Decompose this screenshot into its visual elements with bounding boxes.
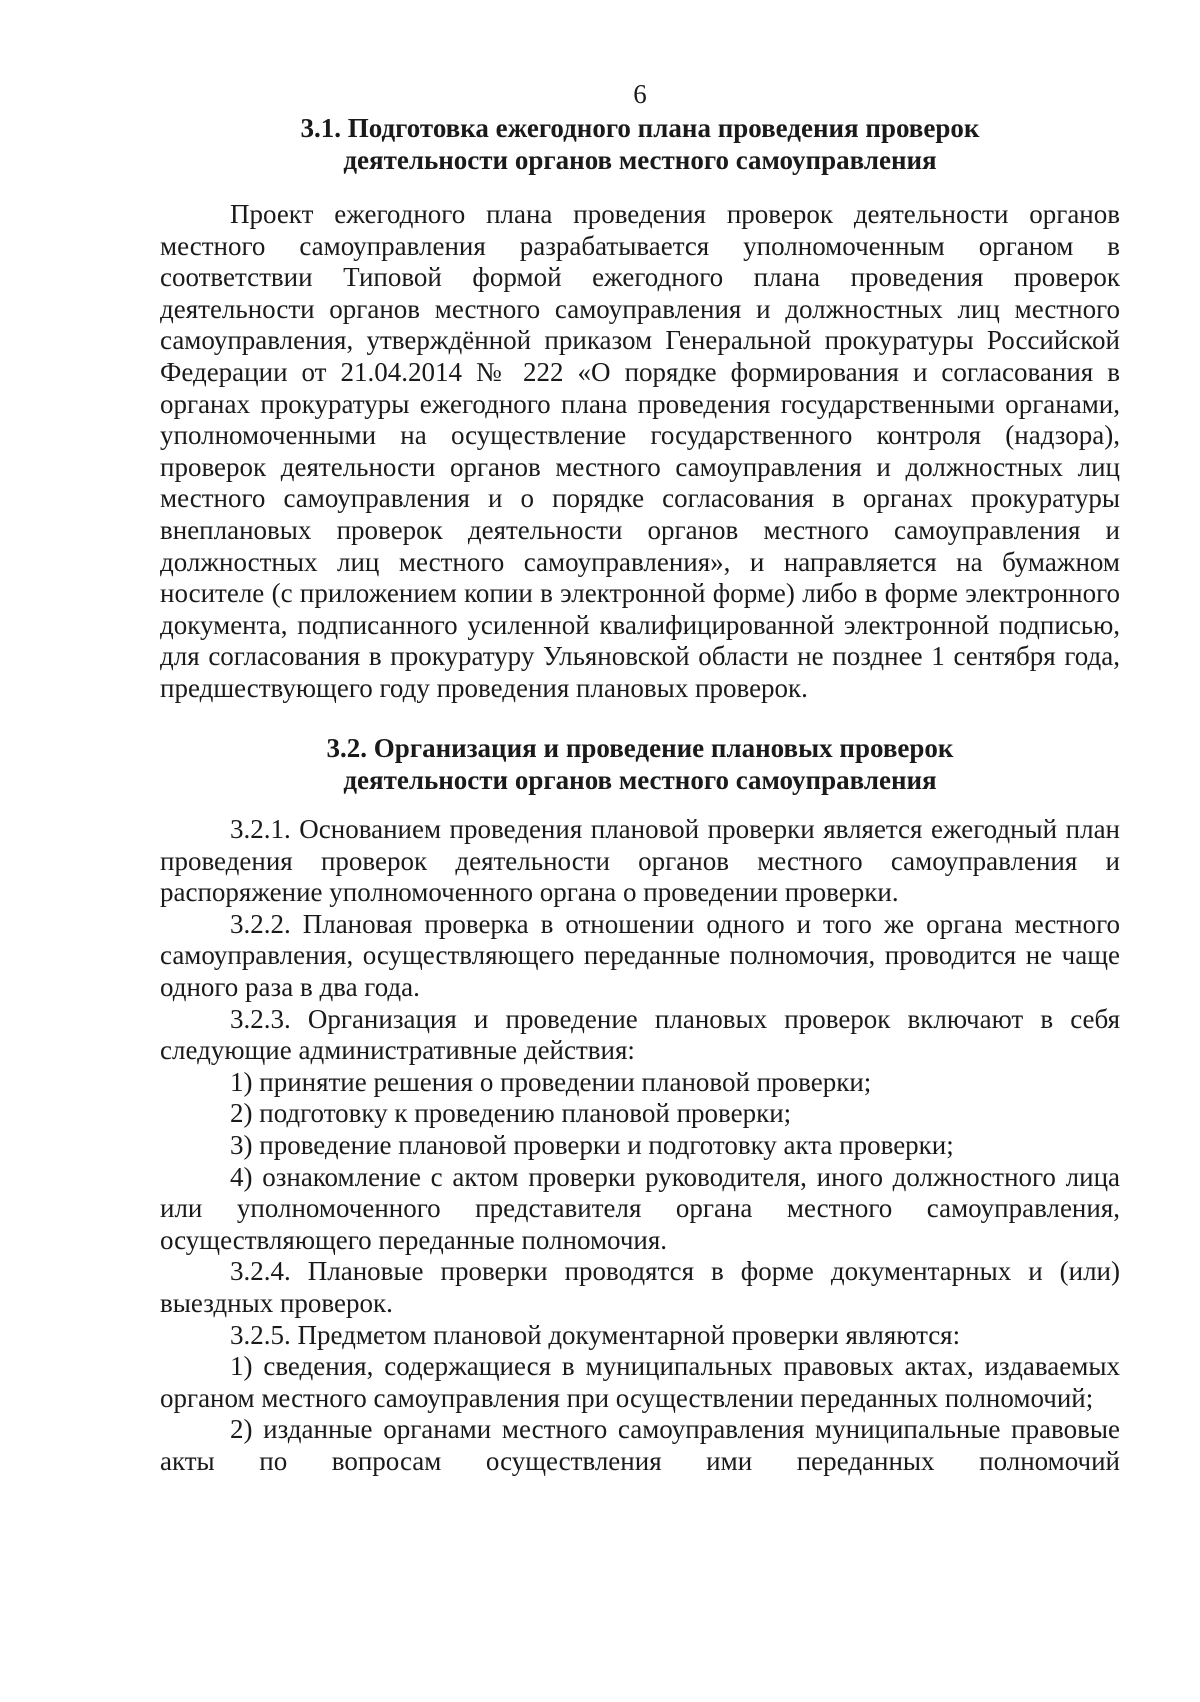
paragraph-3-2-1: 3.2.1. Основанием проведения плановой проверки является ежегодный план проведения проверок деятельности органов местного самоуправления и распоряжение уполномоченного органа о проведении проверки. xyxy=(160,814,1120,908)
list-item-3-2-3-3: 3) проведение плановой проверки и подготовку акта проверки; xyxy=(230,1129,954,1160)
list-item-3-2-3-2: 2) подготовку к проведению плановой проверки; xyxy=(230,1098,792,1129)
section-3-2-heading xyxy=(160,732,1120,796)
section-3-2-title-line2: деятельности органов местного самоуправления xyxy=(343,765,937,795)
section-3-1-title-line2: деятельности органов местного самоуправления xyxy=(343,145,937,175)
list-item-3-2-3-4: 4) ознакомление с актом проверки руководителя, иного должностного лица или уполномоченного представителя органа местного самоуправления, осуществляющего переданные полномочия. xyxy=(160,1161,1120,1255)
list-item-3-2-5-2: 2) изданные органами местного самоуправления муниципальные правовые акты по вопросам осуществления ими переданных полномочий xyxy=(160,1414,1120,1476)
paragraph-3-2-5: 3.2.5. Предметом плановой документарной проверки являются: xyxy=(230,1319,961,1350)
paragraph-3-2-4: 3.2.4. Плановые проверки проводятся в форме документарных и (или) выездных проверок. xyxy=(160,1256,1120,1318)
section-3-1-body xyxy=(160,199,1120,705)
section-3-2-body xyxy=(160,814,1120,1477)
list-item-3-2-5-1: 1) сведения, содержащиеся в муниципальных правовых актах, издаваемых органом местного самоуправления при осуществлении переданных полномочий; xyxy=(160,1351,1120,1413)
section-3-2-title-line1: 3.2. Организация и проведение плановых проверок xyxy=(326,733,954,763)
section-3-1-title-line1: 3.1. Подготовка ежегодного плана проведения проверок xyxy=(300,113,980,143)
section-3-1-paragraph: Проект ежегодного плана проведения проверок деятельности органов местного самоуправления разрабатывается уполномоченным органом в соответствии Типовой формой ежегодного плана проведения проверок деятельности органов местного самоуправления и должностных лиц местного самоуправления, утверждённой приказом Генеральной прокуратуры Российской Федерации от 21.04.2014 № 222 «О порядке формирования и согласования в органах прокуратуры ежегодного плана проведения государственными органами, уполномоченными на осуществление государственного контроля (надзора), проверок деятельности органов местного самоуправления и должностных лиц местного самоуправления и о порядке согласования в органах прокуратуры внеплановых проверок деятельности органов местного самоуправления и должностных лиц местного самоуправления», и направляется на бумажном носителе (с приложением копии в электронной форме) либо в форме электронного документа, подписанного усиленной квалифицированной электронной подписью, для согласования в прокуратуру Ульяновской области не позднее 1 сентября года, предшествующего году проведения плановых проверок. xyxy=(160,199,1120,703)
list-item-3-2-3-1: 1) принятие решения о проведении плановой проверки; xyxy=(230,1066,872,1097)
page-number: 6 xyxy=(633,79,647,109)
section-3-1-heading xyxy=(160,112,1120,176)
paragraph-3-2-3: 3.2.3. Организация и проведение плановых проверок включают в себя следующие административные действия: xyxy=(160,1003,1120,1066)
paragraph-3-2-2: 3.2.2. Плановая проверка в отношении одного и того же органа местного самоуправления, осуществляющего переданные полномочия, проводится не чаще одного раза в два года. xyxy=(160,908,1120,1002)
